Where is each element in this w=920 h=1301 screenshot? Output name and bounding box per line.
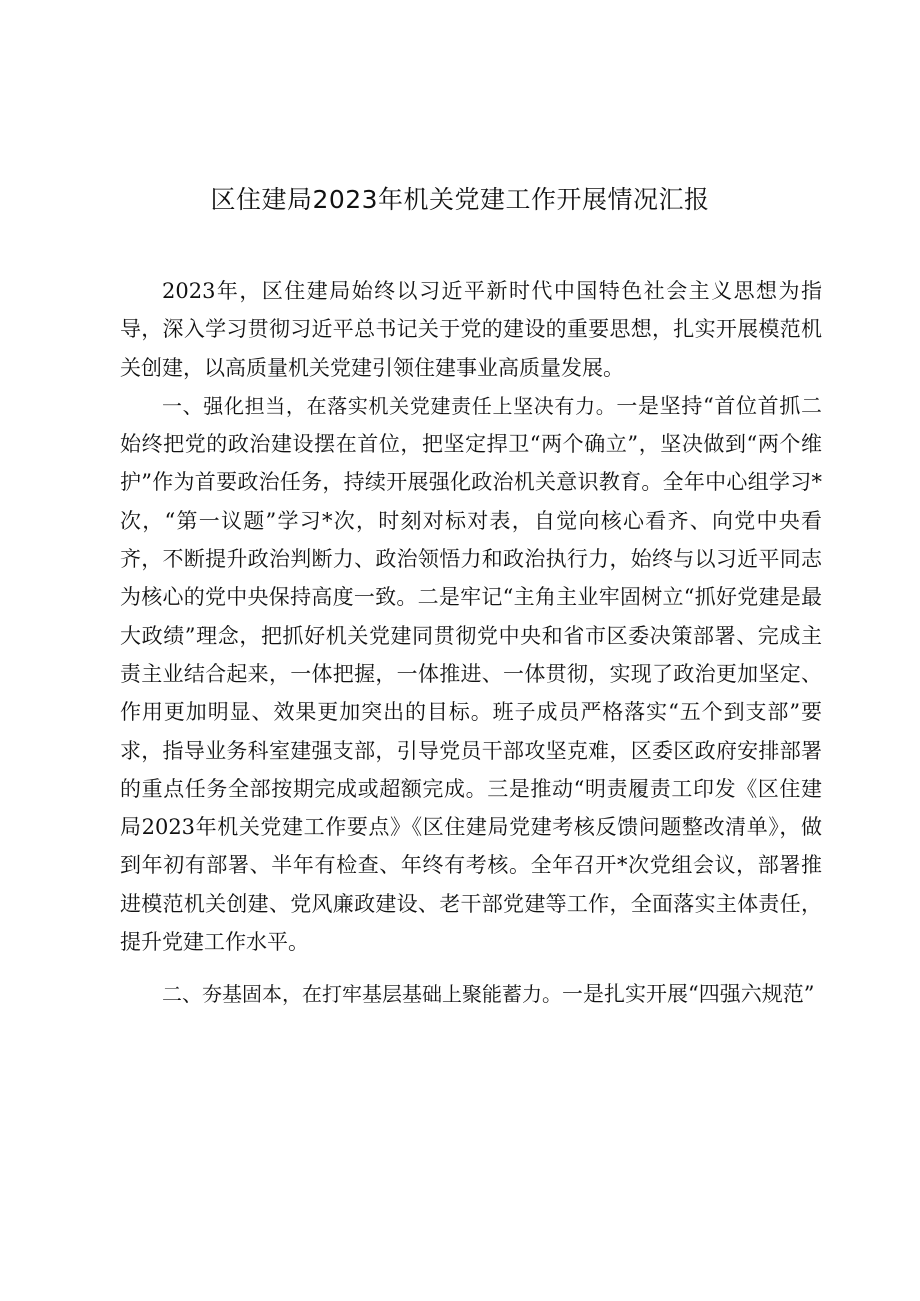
document-title: 区住建局2023年机关党建工作开展情况汇报 xyxy=(210,185,710,214)
paragraph-section-1 xyxy=(120,387,822,961)
document-body xyxy=(120,272,822,1014)
paragraph-text: 2023年，区住建局始终以习近平新时代中国特色社会主义思想为指导，深入学习贯彻习近平总书记关于党的建设的重要思想，扎实开展模范机关创建，以高质量机关党建引领住建事业高质量发展。 xyxy=(120,279,822,380)
section-2-heading: 二、夯基固本，在打牢基层基础上聚能蓄力。 xyxy=(162,982,562,1007)
paragraph-intro xyxy=(120,272,822,387)
paragraph-text: 一是坚持“首位首抓二始终把党的政治建设摆在首位，把坚定捍卫“两个确立”，坚决做到“两个维护”作为首要政治任务，持续开展强化政治机关意识教育。全年中心组学习*次，“第一议题”学习*次，时刻对标对表，自觉向核心看齐、向党中央看齐，不断提升政治判断力、政治领悟力和政治执行力，始终与以习近平同志为核心的党中央保持高度一致。二是牢记“主角主业牢固树立“抓好党建是最大政绩”理念，把抓好机关党建同贯彻党中央和省市区委决策部署、完成主责主业结合起来，一体把握，一体推进、一体贯彻，实现了政治更加坚定、作用更加明显、效果更加突出的目标。班子成员严格落实“五个到支部”要求，指导业务科室建强支部，引导党员干部攻坚克难，区委区政府安排部署的重点任务全部按期完成或超额完成。三是推动“明责履责工印发《区住建局2023年机关党建工作要点》《区住建局党建考核反馈问题整改清单》，做到年初有部署、半年有检查、年终有考核。全年召开*次党组会议，部署推进模范机关创建、党风廉政建设、老干部党建等工作，全面落实主体责任，提升党建工作水平。 xyxy=(120,393,822,955)
paragraph-section-2 xyxy=(120,975,822,1013)
paragraph-text: 一是扎实开展“四强六规范” xyxy=(562,982,815,1007)
section-1-heading: 一、强化担当，在落实机关党建责任上坚决有力。 xyxy=(162,393,617,418)
